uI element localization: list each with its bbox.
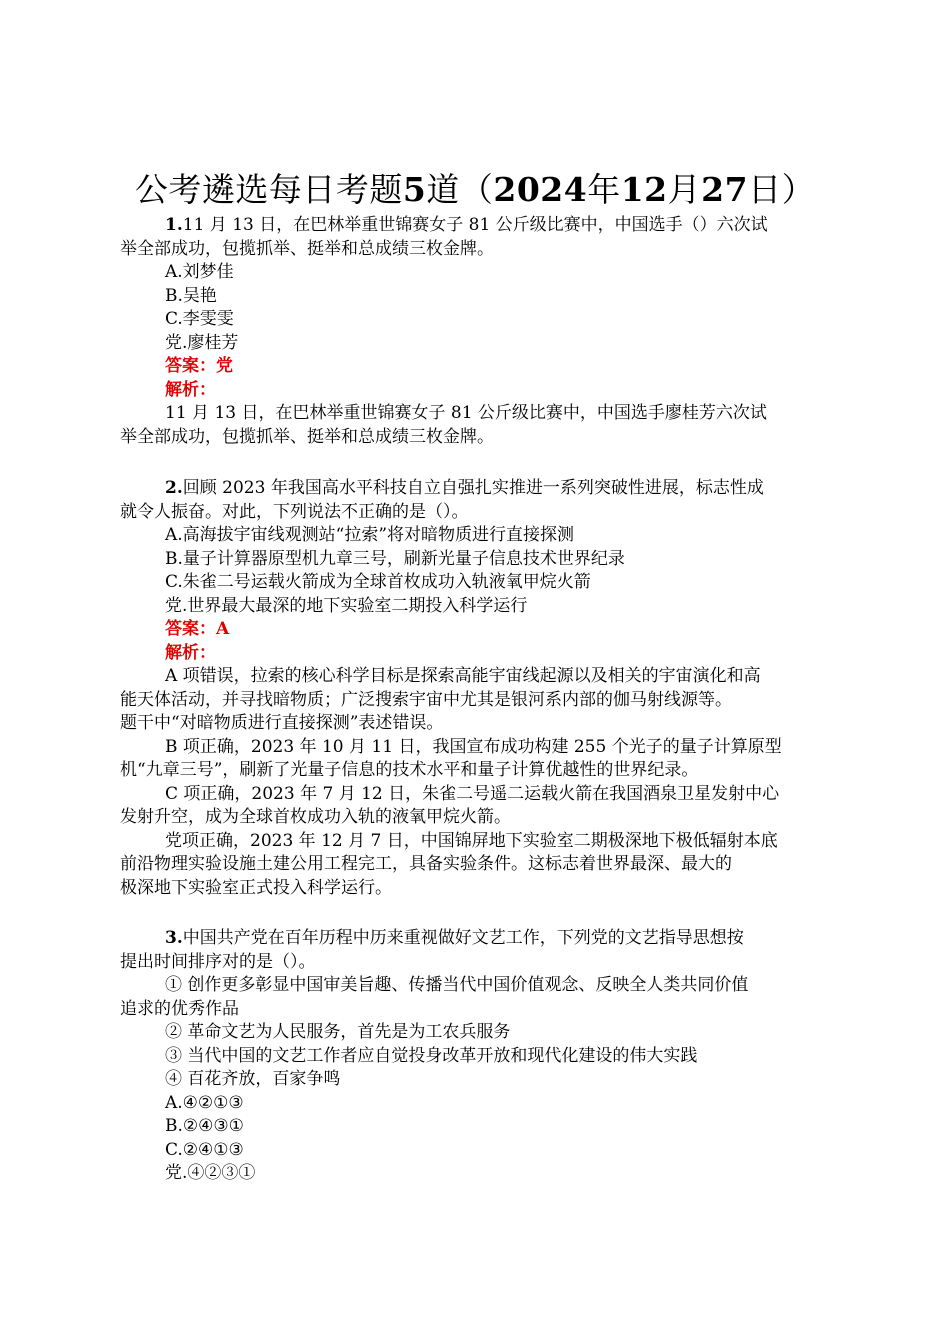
question-2-stem-cont: 就令人振奋。对此，下列说法不正确的是（）。 (120, 502, 469, 522)
question-3-stem: 3.中国共产党在百年历程中历来重视做好文艺工作，下列党的文艺指导思想按 (165, 928, 744, 948)
question-2-stem: 2.回顾 2023 年我国高水平科技自立自强扎实推进一系列突破性进展，标志性成 (165, 478, 764, 498)
question-3-option-b: B.②④③① (165, 1116, 244, 1136)
question-3-stem-cont: 提出时间排序对的是（）。 (120, 952, 316, 972)
question-2-option-b: B.量子计算器原型机九章三号，刷新光量子信息技术世界纪录 (165, 549, 625, 569)
question-3-option-d: 党.④②③① (165, 1163, 256, 1183)
question-1-option-c: C.李雯雯 (165, 309, 234, 329)
question-3-option-a: A.④②①③ (165, 1093, 244, 1113)
question-2-analysis-line: 机“九章三号”，刷新了光量子信息的技术水平和量子计算优越性的世界纪录。 (120, 760, 699, 780)
question-2-analysis-line: 发射升空，成为全球首枚成功入轨的液氧甲烷火箭。 (120, 807, 511, 827)
question-1-stem: 1.11 月 13 日，在巴林举重世锦赛女子 81 公斤级比赛中，中国选手（）六次试 (165, 215, 768, 235)
question-2-analysis-line: A 项错误，拉索的核心科学目标是探索高能宇宙线起源以及相关的宇宙演化和高 (165, 666, 761, 686)
question-2-option-a: A.高海拔宇宙线观测站“拉索”将对暗物质进行直接探测 (165, 525, 575, 545)
question-2-analysis-line: 党项正确，2023 年 12 月 7 日，中国锦屏地下实验室二期极深地下极低辐射本底 (165, 831, 778, 851)
question-1-option-d: 党.廖桂芳 (165, 333, 239, 353)
question-3-statement-3: ③ 当代中国的文艺工作者应自觉投身改革开放和现代化建设的伟大实践 (165, 1046, 698, 1066)
question-2-analysis-line: 前沿物理实验设施土建公用工程完工，具备实验条件。这标志着世界最深、最大的 (120, 854, 732, 874)
question-1-stem-cont: 举全部成功，包揽抓举、挺举和总成绩三枚金牌。 (120, 239, 494, 259)
question-1-option-a: A.刘梦佳 (165, 262, 234, 282)
question-1-analysis-line: 举全部成功，包揽抓举、挺举和总成绩三枚金牌。 (120, 427, 494, 447)
question-2-analysis-line: 题干中“对暗物质进行直接探测”表述错误。 (120, 713, 444, 733)
question-3-statement-2: ② 革命文艺为人民服务，首先是为工农兵服务 (165, 1022, 511, 1042)
question-3-statement-1: ① 创作更多彰显中国审美旨趣、传播当代中国价值观念、反映全人类共同价值 (165, 975, 749, 995)
question-2-answer: 答案：A (165, 619, 230, 639)
question-1-analysis-label: 解析： (165, 380, 216, 400)
question-1-analysis-line: 11 月 13 日，在巴林举重世锦赛女子 81 公斤级比赛中，中国选手廖桂芳六次试 (165, 403, 767, 423)
question-2-analysis-line: B 项正确，2023 年 10 月 11 日，我国宣布成功构建 255 个光子的量子计算原型 (165, 737, 782, 757)
question-2-option-d: 党.世界最大最深的地下实验室二期投入科学运行 (165, 596, 528, 616)
question-3-statement-1-cont: 追求的优秀作品 (120, 999, 239, 1019)
question-2-option-c: C.朱雀二号运载火箭成为全球首枚成功入轨液氧甲烷火箭 (165, 572, 591, 592)
question-3-option-c: C.②④①③ (165, 1140, 244, 1160)
question-2-analysis-line: 能天体活动，并寻找暗物质；广泛搜索宇宙中尤其是银河系内部的伽马射线源等。 (120, 690, 732, 710)
page-title: 公考遴选每日考题5道（2024年12月27日） (134, 170, 816, 209)
question-2-analysis-line: C 项正确，2023 年 7 月 12 日，朱雀二号遥二运载火箭在我国酒泉卫星发射中心 (165, 784, 780, 804)
question-3-statement-4: ④ 百花齐放，百家争鸣 (165, 1069, 341, 1089)
question-2-analysis-line: 极深地下实验室正式投入科学运行。 (120, 878, 392, 898)
question-1-answer: 答案：党 (165, 356, 233, 376)
question-2-analysis-label: 解析： (165, 643, 216, 663)
question-1-option-b: B.吴艳 (165, 286, 217, 306)
